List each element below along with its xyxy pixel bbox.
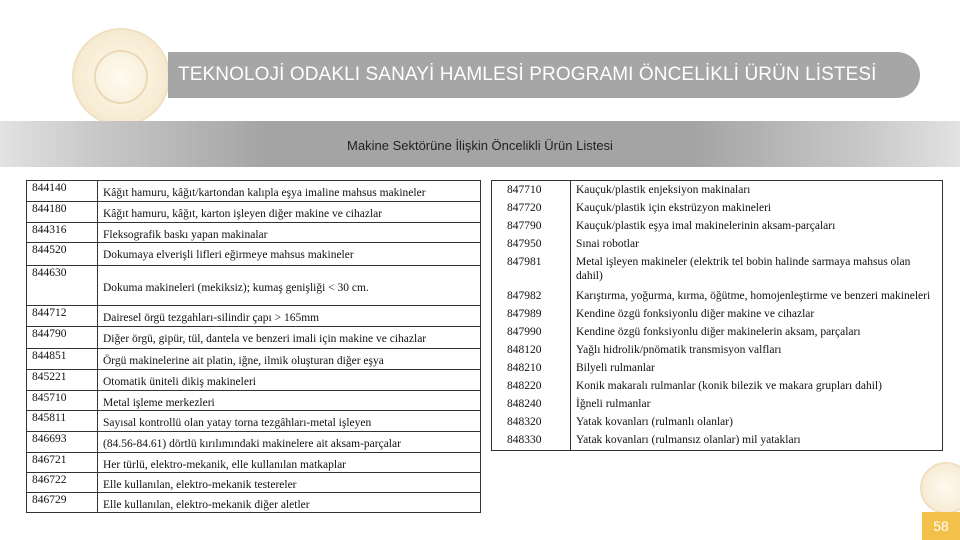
product-code: 848220 <box>492 377 571 395</box>
product-description: Örgü makinelerine ait platin, iğne, ilmik oluşturan diğer eşya <box>98 349 481 370</box>
table-row <box>27 493 481 513</box>
product-description: Sayısal kontrollü olan yatay torna tezgâhları-metal işleyen <box>98 411 481 432</box>
product-code: 844520 <box>27 243 98 266</box>
table-row <box>492 359 943 377</box>
product-description: Diğer örgü, gipür, tül, dantela ve benzeri imali için makine ve cihazlar <box>98 327 481 349</box>
product-code: 844140 <box>27 181 98 202</box>
product-description: Dokuma makineleri (mekiksiz); kumaş genişliği < 30 cm. <box>98 266 481 306</box>
product-code: 848120 <box>492 341 571 359</box>
product-description: Kauçuk/plastik enjeksiyon makinaları <box>571 181 943 199</box>
product-code: 848240 <box>492 395 571 413</box>
table-row <box>27 349 481 370</box>
product-description: Dokumaya elverişli lifleri eğirmeye mahsus makineler <box>98 243 481 266</box>
table-row <box>492 235 943 253</box>
table-row <box>492 217 943 235</box>
product-code: 846721 <box>27 453 98 473</box>
product-description: Konik makaralı rulmanlar (konik bilezik ve makara grupları dahil) <box>571 377 943 395</box>
table-row <box>27 306 481 327</box>
product-code: 846722 <box>27 473 98 493</box>
table-row <box>492 341 943 359</box>
table-row <box>27 391 481 411</box>
product-code: 845221 <box>27 370 98 391</box>
title-banner <box>168 52 920 98</box>
table-row <box>27 202 481 223</box>
table-row <box>27 473 481 493</box>
product-code: 847710 <box>492 181 571 199</box>
product-code: 844630 <box>27 266 98 306</box>
product-code: 846729 <box>27 493 98 513</box>
product-description: Otomatik üniteli dikiş makineleri <box>98 370 481 391</box>
product-code: 848320 <box>492 413 571 431</box>
product-code: 848210 <box>492 359 571 377</box>
product-code: 844790 <box>27 327 98 349</box>
table-row <box>27 327 481 349</box>
product-code: 846693 <box>27 432 98 453</box>
page-title: TEKNOLOJİ ODAKLI SANAYİ HAMLESİ PROGRAMI ÖNCELİKLİ ÜRÜN LİSTESİ <box>178 64 877 85</box>
product-description: Elle kullanılan, elektro-mekanik diğer aletler <box>98 493 481 513</box>
page-number: 58 <box>922 512 960 540</box>
table-row <box>492 199 943 217</box>
table-row <box>27 223 481 243</box>
product-code: 845811 <box>27 411 98 432</box>
product-description: İğneli rulmanlar <box>571 395 943 413</box>
product-description: Kauçuk/plastik için ekstrüzyon makineleri <box>571 199 943 217</box>
product-code: 847990 <box>492 323 571 341</box>
product-code: 847790 <box>492 217 571 235</box>
table-row <box>492 181 943 199</box>
product-code: 847981 <box>492 253 571 287</box>
table-row <box>27 411 481 432</box>
product-description: Yağlı hidrolik/pnömatik transmisyon valfları <box>571 341 943 359</box>
product-code: 844712 <box>27 306 98 327</box>
product-description: Kâğıt hamuru, kâğıt/kartondan kalıpla eşya imaline mahsus makineler <box>98 181 481 202</box>
product-description: Bilyeli rulmanlar <box>571 359 943 377</box>
footer-seal-logo <box>920 462 960 514</box>
product-code: 847950 <box>492 235 571 253</box>
left-product-table <box>26 180 481 513</box>
table-row <box>492 413 943 431</box>
table-row <box>492 323 943 341</box>
table-row <box>27 181 481 202</box>
product-description: Yatak kovanları (rulmanlı olanlar) <box>571 413 943 431</box>
product-description: Elle kullanılan, elektro-mekanik testereler <box>98 473 481 493</box>
ministry-seal-logo <box>72 28 170 126</box>
subtitle-banner <box>0 121 960 167</box>
product-code: 844316 <box>27 223 98 243</box>
table-row <box>27 432 481 453</box>
product-description: Metal işleyen makineler (elektrik tel bobin halinde sarmaya mahsus olan dahil) <box>571 253 943 287</box>
table-row <box>492 305 943 323</box>
table-row <box>492 395 943 413</box>
product-description: Kâğıt hamuru, kâğıt, karton işleyen diğer makine ve cihazlar <box>98 202 481 223</box>
product-description: Kauçuk/plastik eşya imal makinelerinin aksam-parçaları <box>571 217 943 235</box>
table-row <box>27 370 481 391</box>
table-row <box>492 287 943 305</box>
table-row <box>27 266 481 306</box>
table-row <box>492 431 943 451</box>
table-subtitle: Makine Sektörüne İlişkin Öncelikli Ürün Listesi <box>347 137 613 153</box>
product-code: 847989 <box>492 305 571 323</box>
right-product-table <box>491 180 943 451</box>
product-description: Kendine özgü fonksiyonlu diğer makine ve cihazlar <box>571 305 943 323</box>
product-code: 847720 <box>492 199 571 217</box>
product-code: 845710 <box>27 391 98 411</box>
table-row <box>492 377 943 395</box>
product-description: Kendine özgü fonksiyonlu diğer makinelerin aksam, parçaları <box>571 323 943 341</box>
product-description: Metal işleme merkezleri <box>98 391 481 411</box>
product-code: 848330 <box>492 431 571 451</box>
product-description: (84.56-84.61) dörtlü kırılımındaki makinelere ait aksam-parçalar <box>98 432 481 453</box>
product-description: Karıştırma, yoğurma, kırma, öğütme, homojenleştirme ve benzeri makineleri <box>571 287 943 305</box>
product-code: 847982 <box>492 287 571 305</box>
product-code: 844851 <box>27 349 98 370</box>
product-description: Fleksografik baskı yapan makinalar <box>98 223 481 243</box>
product-description: Dairesel örgü tezgahları-silindir çapı > 165mm <box>98 306 481 327</box>
product-description: Sınai robotlar <box>571 235 943 253</box>
product-description: Her türlü, elektro-mekanik, elle kullanılan matkaplar <box>98 453 481 473</box>
table-row <box>27 243 481 266</box>
product-code: 844180 <box>27 202 98 223</box>
table-row <box>27 453 481 473</box>
product-description: Yatak kovanları (rulmansız olanlar) mil yatakları <box>571 431 943 451</box>
table-row <box>492 253 943 287</box>
